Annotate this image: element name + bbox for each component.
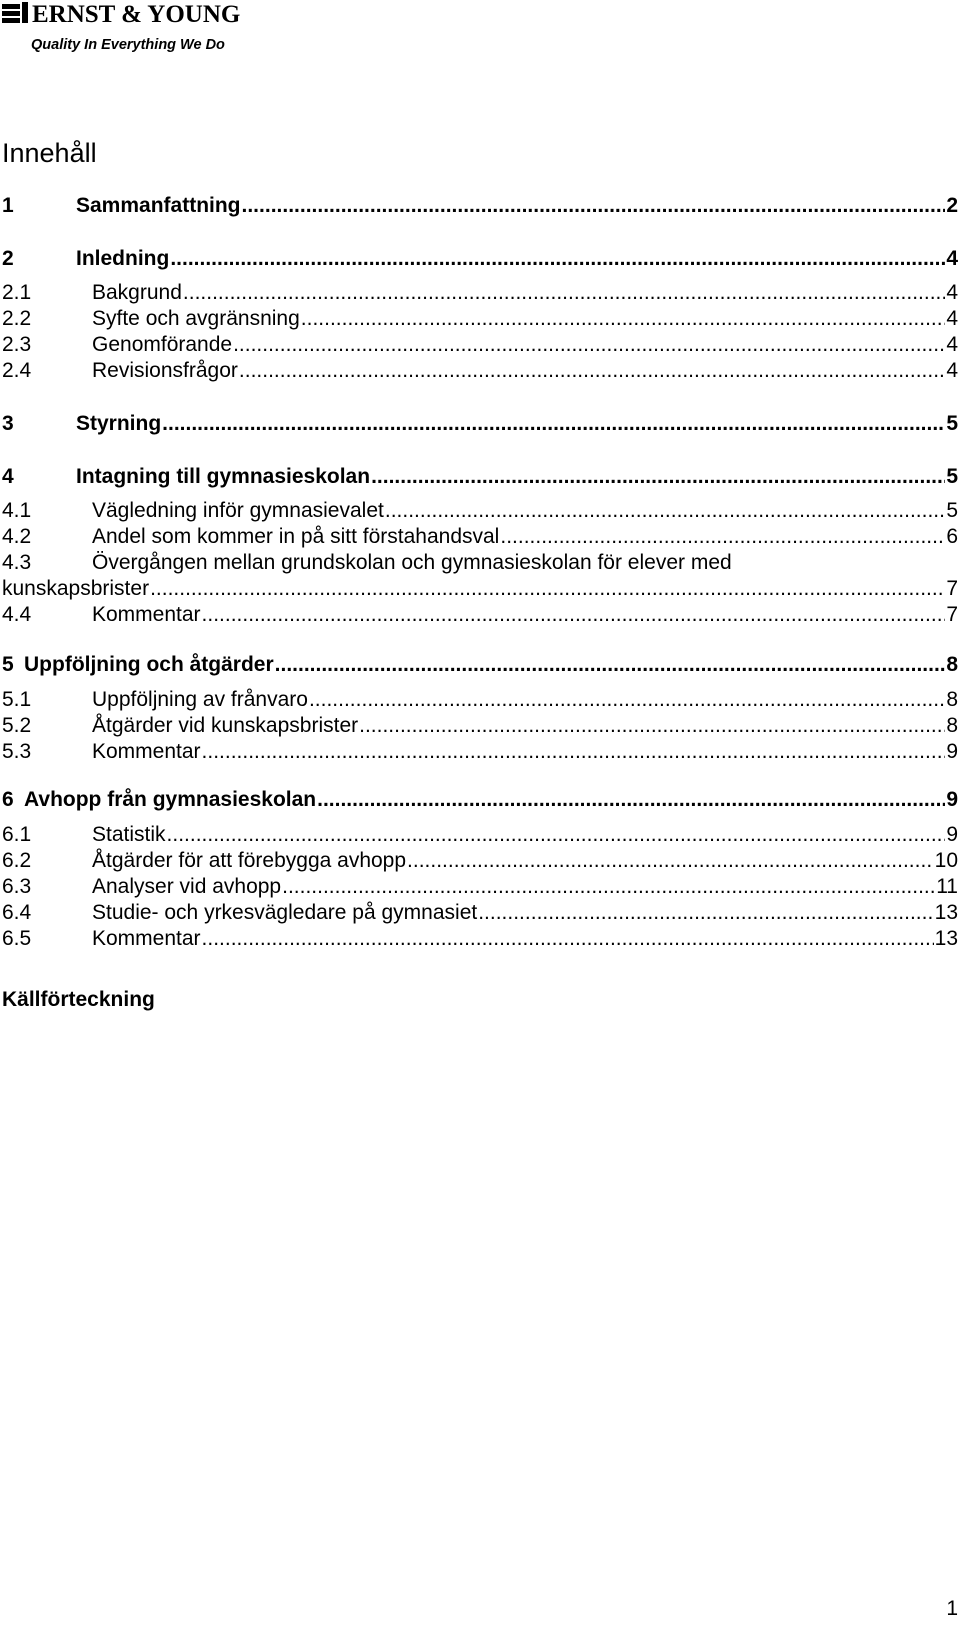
logo-tagline: Quality In Everything We Do [31, 37, 225, 53]
toc-entry[interactable] [2, 822, 958, 848]
toc-entry-number: 2 [2, 247, 14, 270]
dot-leader [359, 713, 945, 739]
toc-entry-number: 6.2 [2, 849, 32, 872]
ey-mark-icon [2, 2, 28, 23]
toc-entry-page: 6 [946, 525, 958, 548]
toc-entry-number: 6.1 [2, 823, 32, 846]
toc-entry-title: Uppföljning och åtgärder [24, 653, 274, 676]
toc-entry[interactable] [2, 739, 958, 765]
toc-entry[interactable] [2, 411, 958, 437]
dot-leader [275, 652, 946, 678]
toc-entry[interactable] [2, 900, 958, 926]
toc-entry-title: Statistik [92, 823, 166, 846]
toc-entry-number: 6.5 [2, 927, 32, 950]
toc-entry-title: Studie- och yrkesvägledare på gymnasiet [92, 901, 478, 924]
sources-heading[interactable]: Källförteckning [2, 988, 155, 1011]
dot-leader [202, 926, 934, 952]
toc-entry[interactable] [2, 524, 958, 550]
toc-entry-page: 7 [946, 577, 958, 600]
toc-entry-title: Kommentar [92, 740, 201, 763]
toc-entry-page: 8 [946, 688, 958, 711]
toc-entry-page: 9 [946, 823, 958, 846]
toc-heading: Innehåll [2, 138, 97, 168]
toc-entry-title: Analyser vid avhopp [92, 875, 282, 898]
toc-entry-title: Kommentar [92, 603, 201, 626]
toc-entry-number: 5.3 [2, 740, 32, 763]
toc-entry-number: 1 [2, 194, 14, 217]
toc-entry-page: 9 [946, 740, 958, 763]
dot-leader [242, 193, 946, 219]
toc-entry-page: 5 [946, 465, 958, 488]
toc-entry-title: Styrning [76, 412, 162, 435]
toc-entry-title: Kommentar [92, 927, 201, 950]
toc-entry-page: 13 [934, 901, 958, 924]
toc-entry[interactable] [2, 498, 958, 524]
toc-entry-number: 4.2 [2, 525, 32, 548]
toc-entry-number: 4.3 [2, 551, 32, 574]
toc-entry-title: Revisionsfrågor [92, 359, 238, 382]
toc-entry-page: 13 [934, 927, 958, 950]
dot-leader [150, 576, 945, 602]
toc-entry-page: 4 [946, 359, 958, 382]
toc-entry-page: 9 [946, 788, 958, 811]
toc-entry-page: 4 [946, 281, 958, 304]
toc-entry-title: Inledning [76, 247, 170, 270]
toc-entry-page: 11 [936, 875, 958, 898]
dot-leader [407, 848, 934, 874]
dot-leader [202, 739, 946, 765]
toc-entry-number: 2.2 [2, 307, 32, 330]
toc-entry-page: 5 [946, 499, 958, 522]
dot-leader [500, 524, 945, 550]
toc-entry-page: 8 [946, 653, 958, 676]
ernst-young-logo [0, 0, 260, 60]
toc-entry-title: Uppföljning av frånvaro [92, 688, 308, 711]
toc-entry-title: Åtgärder för att förebygga avhopp [92, 849, 407, 872]
toc-entry[interactable] [2, 926, 958, 952]
toc-entry-number: 2.3 [2, 333, 32, 356]
dot-leader [282, 874, 935, 900]
page-number: 1 [946, 1597, 958, 1620]
toc-entry-number: 4.1 [2, 499, 32, 522]
dot-leader [317, 787, 945, 813]
toc-entry-page: 4 [946, 307, 958, 330]
toc-entry[interactable] [2, 602, 958, 628]
toc-entry[interactable] [2, 332, 958, 358]
toc-entry-page: 10 [934, 849, 958, 872]
toc-entry[interactable] [2, 874, 958, 900]
toc-entry-number: 2.1 [2, 281, 32, 304]
toc-entry-page: 8 [946, 714, 958, 737]
toc-entry-number: 4.4 [2, 603, 32, 626]
toc-entry-number: 3 [2, 412, 14, 435]
toc-entry[interactable] [2, 358, 958, 384]
toc-entry-page: 5 [946, 412, 958, 435]
toc-entry-title-continued: kunskapsbrister [2, 577, 150, 600]
toc-entry[interactable] [2, 713, 958, 739]
toc-entry-title: Genomförande [92, 333, 233, 356]
toc-entry[interactable] [2, 652, 958, 678]
dot-leader [301, 306, 946, 332]
toc-entry-number: 2.4 [2, 359, 32, 382]
toc-entry-title: Vägledning inför gymnasievalet [92, 499, 384, 522]
toc-entry-page: 4 [946, 333, 958, 356]
toc-entry-page: 7 [946, 603, 958, 626]
dot-leader [183, 280, 945, 306]
dot-leader [309, 687, 945, 713]
toc-entry-title: Sammanfattning [76, 194, 241, 217]
toc-entry[interactable] [2, 787, 958, 813]
toc-entry-number: 5.1 [2, 688, 32, 711]
dot-leader [239, 358, 945, 384]
toc-entry[interactable] [2, 687, 958, 713]
toc-entry[interactable] [2, 464, 958, 490]
logo-brand: ERNST & YOUNG [32, 1, 241, 28]
toc-entry-number: 4 [2, 465, 14, 488]
toc-entry-page: 2 [946, 194, 958, 217]
toc-entry-title: Intagning till gymnasieskolan [76, 465, 371, 488]
toc-entry-number: 6 [2, 788, 14, 811]
toc-entry-title: Syfte och avgränsning [92, 307, 300, 330]
toc-entry[interactable] [2, 550, 958, 576]
toc-entry-number: 6.3 [2, 875, 32, 898]
dot-leader [478, 900, 933, 926]
toc-entry[interactable] [2, 280, 958, 306]
dot-leader [371, 464, 945, 490]
toc-entry-title: Avhopp från gymnasieskolan [24, 788, 317, 811]
toc-entry-title: Övergången mellan grundskolan och gymnasieskolan för elever med [92, 551, 732, 574]
dot-leader [202, 602, 946, 628]
toc-entry[interactable] [2, 306, 958, 332]
toc-entry[interactable] [2, 246, 958, 272]
toc-entry-title: Andel som kommer in på sitt förstahandsval [92, 525, 500, 548]
toc-entry-page: 4 [946, 247, 958, 270]
toc-entry-continuation[interactable] [2, 576, 958, 602]
toc-entry-title: Bakgrund [92, 281, 182, 304]
toc-entry-number: 6.4 [2, 901, 32, 924]
toc-entry[interactable] [2, 848, 958, 874]
dot-leader [385, 498, 945, 524]
dot-leader [233, 332, 945, 358]
dot-leader [170, 246, 945, 272]
toc-entry-number: 5 [2, 653, 14, 676]
toc-entry-title: Åtgärder vid kunskapsbrister [92, 714, 359, 737]
dot-leader [162, 411, 945, 437]
dot-leader [167, 822, 946, 848]
toc-entry-number: 5.2 [2, 714, 32, 737]
toc-entry[interactable] [2, 193, 958, 219]
